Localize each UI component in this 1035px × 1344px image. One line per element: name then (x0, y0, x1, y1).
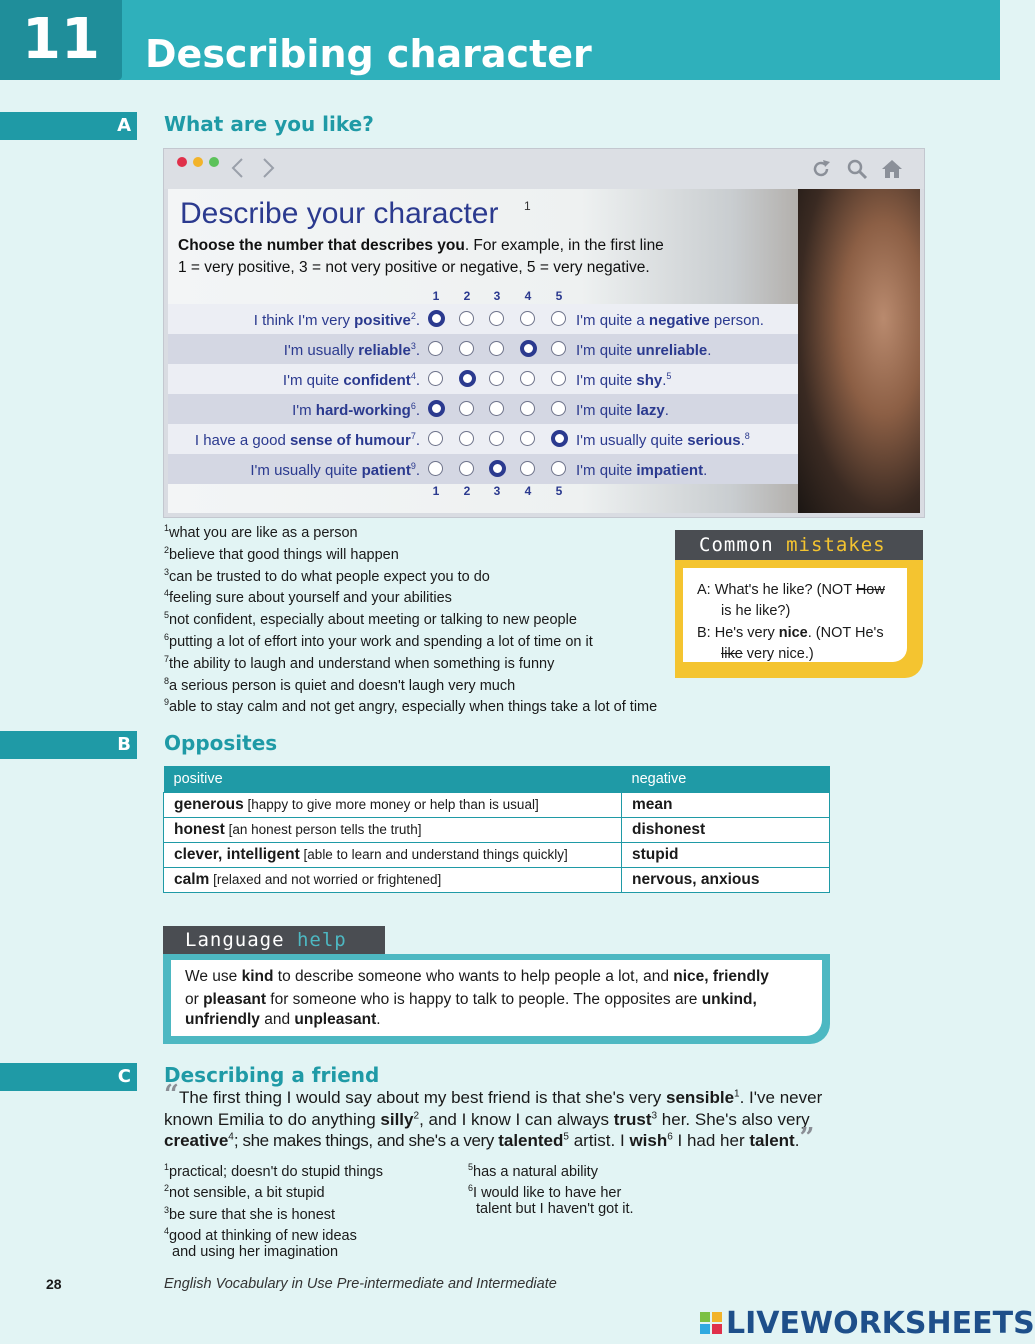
rating-radio[interactable] (459, 401, 474, 416)
left-keyword: positive (354, 312, 411, 329)
friend-footnote-item (164, 1183, 325, 1201)
q3e: wish (629, 1131, 668, 1150)
bottom-column-number: 1 (432, 484, 440, 498)
right-text: I'm usually quite (576, 432, 688, 449)
lh-l3a: unfriendly (185, 1011, 260, 1028)
definition: [relaxed and not worried or frightened] (209, 872, 442, 887)
survey-left-statement: I'm usually quite patient$^9$. (250, 461, 420, 479)
right-keyword: serious (687, 432, 741, 449)
home-icon[interactable] (880, 158, 904, 180)
footnote-item (164, 610, 577, 628)
footnote-text-cont: and using her imagination (172, 1243, 339, 1260)
rating-radio[interactable] (551, 371, 566, 386)
friend-footnote-item (468, 1162, 598, 1180)
liveworksheets-logo-text: LIVEWORKSHEETS (726, 1306, 1035, 1341)
q2b: silly (380, 1110, 414, 1129)
right-keyword: negative (648, 312, 710, 329)
q3g: talent (749, 1131, 795, 1150)
footnote-number: 2 (164, 1183, 170, 1193)
right-text: I'm quite a (576, 312, 649, 329)
rating-radio[interactable] (520, 461, 535, 476)
footnote-text-cont: talent but I haven't got it. (476, 1200, 634, 1217)
rating-radio[interactable] (520, 371, 535, 386)
section-a-tab (0, 112, 137, 140)
friend-footnote-item (468, 1183, 634, 1217)
rating-radio[interactable] (459, 370, 476, 387)
definition: [an honest person tells the truth] (224, 822, 422, 837)
right-footnote-mark: 8 (744, 431, 750, 441)
left-footnote-mark: 9 (410, 461, 416, 471)
right-footnote-mark: 5 (666, 371, 672, 381)
q2sup2: 3 (651, 1110, 658, 1122)
smiling-couple-photo (798, 189, 920, 513)
survey-right-statement (576, 401, 669, 419)
footnote-number: 8 (164, 675, 170, 686)
section-a-letter: A (117, 115, 131, 136)
survey-row (168, 424, 798, 454)
common-mistakes-line-b2 (721, 646, 814, 662)
right-post: . (662, 372, 667, 389)
language-help-line-1 (185, 968, 769, 986)
rating-radio[interactable] (459, 311, 474, 326)
footnote-number: 3 (164, 566, 170, 577)
footnote-text: can be trusted to do what people expect you to do (169, 568, 490, 585)
section-b-letter: B (117, 734, 131, 755)
positive-cell (164, 843, 622, 868)
top-column-number: 5 (555, 289, 563, 303)
footnote-text: good at thinking of new ideas (169, 1227, 357, 1244)
positive-word: generous (174, 796, 244, 813)
left-text: I'm quite (282, 372, 344, 389)
positive-word: honest (174, 821, 225, 838)
footnote-number: 9 (164, 697, 170, 708)
negative-word: dishonest (632, 821, 706, 838)
left-text: I'm usually quite (250, 462, 362, 479)
footnote-text: not sensible, a bit stupid (169, 1184, 325, 1201)
survey-left-statement: I'm usually reliable$^3$. (283, 341, 420, 359)
unit-number: 11 (22, 7, 100, 72)
q3a: creative (164, 1131, 229, 1150)
footnote-item (164, 654, 554, 672)
negative-word: stupid (632, 846, 679, 863)
rating-radio[interactable] (428, 461, 443, 476)
survey-row (168, 394, 798, 424)
right-keyword: shy (636, 372, 663, 389)
browser-window (163, 148, 925, 518)
rating-radio[interactable] (551, 461, 566, 476)
footnote-text: putting a lot of effort into your work and spending a lot of time on it (169, 633, 593, 650)
forward-arrow-icon[interactable] (260, 157, 276, 179)
left-keyword: patient (361, 462, 411, 479)
left-keyword: confident (343, 372, 411, 389)
q1b: sensible (666, 1088, 735, 1107)
footnote-item (164, 523, 358, 541)
rating-radio[interactable] (428, 400, 445, 417)
survey-title-footnote-mark: 1 (524, 199, 531, 213)
language-help-header (163, 926, 385, 954)
book-title: English Vocabulary in Use Pre-intermediate and Intermediate (164, 1276, 557, 1292)
rating-radio[interactable] (489, 431, 504, 446)
lh-l2a: or (185, 991, 204, 1008)
survey-right-statement (576, 431, 750, 449)
section-a-heading: What are you like? (164, 112, 374, 136)
cm-b-bold: nice (778, 625, 808, 641)
positive-cell (164, 868, 622, 893)
close-quote-icon: ” (799, 1123, 815, 1153)
minimize-dot-icon[interactable] (193, 157, 203, 167)
footnote-text: not confident, especially about meeting or talking to new people (169, 612, 577, 629)
negative-word: nervous, anxious (632, 871, 760, 888)
opposites-table (163, 766, 830, 893)
q3sup: 4 (228, 1131, 234, 1143)
left-text: I'm (292, 402, 316, 419)
lh-l1c: to describe someone who wants to help people a lot, and (273, 968, 674, 985)
browser-toolbar (164, 149, 924, 189)
survey-row (168, 334, 798, 364)
footnote-number: 4 (164, 1226, 170, 1236)
section-c-letter: C (117, 1066, 131, 1087)
lh-l1a: We use (185, 968, 242, 985)
q1sup: 1 (734, 1088, 740, 1100)
lh-l1b: kind (241, 968, 274, 985)
footnote-number: 3 (164, 1205, 170, 1215)
footnote-item (164, 697, 657, 715)
footnote-text: practical; doesn't do stupid things (169, 1163, 383, 1180)
q2sup: 2 (413, 1110, 420, 1122)
instruction-bold: Choose the number that describes you (178, 237, 465, 254)
right-keyword: unreliable (636, 342, 708, 359)
cm-a-pre: A: What's he like? (NOT (697, 582, 856, 598)
top-column-number: 1 (432, 289, 440, 303)
quote-line-1 (164, 1080, 823, 1110)
bottom-column-number: 4 (524, 484, 532, 498)
footnote-item (164, 545, 399, 563)
footnote-text: able to stay calm and not get angry, especially when things take a lot of time (169, 699, 658, 716)
footnote-item (164, 588, 452, 606)
definition-text: an honest person tells the truth (232, 822, 418, 837)
quote-line-2 (164, 1110, 810, 1130)
common-mistakes-line-b (697, 625, 884, 641)
language-help-box (163, 954, 830, 1044)
survey-left-statement: I have a good sense of humour$^7$. (194, 431, 420, 449)
survey-panel (168, 189, 920, 513)
survey-right-statement (576, 341, 711, 359)
positive-word: clever, intelligent (174, 846, 300, 863)
opposites-row (164, 793, 830, 818)
right-text: I'm quite (576, 342, 637, 359)
maximize-dot-icon[interactable] (209, 157, 219, 167)
footnote-number: 7 (164, 653, 170, 664)
rating-radio[interactable] (551, 401, 566, 416)
opposites-row (164, 868, 830, 893)
language-help-content (171, 960, 822, 1036)
survey-title: Describe your character (180, 197, 499, 230)
left-footnote-mark: 6 (410, 401, 416, 411)
common-mistakes-title (699, 534, 886, 556)
cm-b-post: very nice.) (742, 646, 814, 662)
common-mistakes-line-a2: is he like?) (721, 603, 791, 619)
bottom-column-number: 2 (463, 484, 471, 498)
liveworksheets-logo-icon (700, 1312, 722, 1334)
opposites-row (164, 843, 830, 868)
q2d: trust (613, 1110, 652, 1129)
refresh-icon[interactable] (810, 158, 832, 180)
rating-radio[interactable] (520, 431, 535, 446)
section-b-heading: Opposites (164, 731, 278, 755)
footnote-number: 6 (468, 1183, 474, 1193)
left-footnote-mark: 4 (410, 371, 416, 381)
cm-b-strike: like (721, 646, 743, 662)
rating-radio[interactable] (489, 460, 506, 477)
q3d: artist. I (568, 1131, 630, 1150)
right-text: I'm quite (576, 372, 637, 389)
language-help-title-a: Language (185, 929, 285, 951)
common-mistakes-line-a (697, 582, 885, 598)
unit-title: Describing character (145, 32, 592, 76)
footnote-text: a serious person is quiet and doesn't laugh very much (169, 677, 516, 694)
cm-b-pre: B: He's very (697, 625, 779, 641)
q2a: known Emilia to do anything (164, 1110, 381, 1129)
top-column-number: 2 (463, 289, 471, 303)
survey-right-statement (576, 371, 671, 389)
q2c: , and I know I can always (419, 1110, 614, 1129)
cm-a-strike: How (855, 582, 885, 598)
rating-radio[interactable] (428, 371, 443, 386)
rating-radio[interactable] (428, 310, 445, 327)
lh-l2d: unkind, (701, 991, 757, 1008)
q3f: I had her (672, 1131, 750, 1150)
back-arrow-icon[interactable] (230, 157, 246, 179)
rating-radio[interactable] (459, 341, 474, 356)
common-mistakes-box (675, 560, 923, 678)
footnote-item (164, 632, 593, 650)
q1a: The first thing I would say about my best friend is that she's very (178, 1088, 666, 1107)
right-post: . (740, 432, 745, 449)
language-help-line-2 (185, 991, 757, 1009)
rating-radio[interactable] (520, 340, 537, 357)
survey-row (168, 304, 798, 334)
q3b: ; she makes things, and she's a very (233, 1131, 499, 1150)
right-post: person. (709, 312, 764, 329)
q1c: . I've never (739, 1088, 823, 1107)
q3c: talented (498, 1131, 564, 1150)
rating-radio[interactable] (520, 401, 535, 416)
rating-radio[interactable] (489, 401, 504, 416)
left-keyword: reliable (358, 342, 411, 359)
q3sup2: 5 (563, 1131, 569, 1143)
survey-left-statement: I'm quite confident$^4$. (282, 371, 420, 389)
q3sup3: 6 (667, 1131, 673, 1143)
lh-l1d: nice, friendly (673, 968, 769, 985)
left-keyword: hard-working (315, 402, 411, 419)
survey-left-statement: I think I'm very positive$^2$. (253, 311, 420, 329)
footnote-text: the ability to laugh and understand when something is funny (169, 655, 555, 672)
definition-text: relaxed and not worried or frightened (216, 872, 438, 887)
left-footnote-mark: 3 (410, 341, 416, 351)
language-help-line-3 (185, 1011, 381, 1029)
friend-footnote-item (164, 1205, 335, 1223)
common-mistakes-title-b: mistakes (786, 534, 886, 556)
right-keyword: lazy (636, 402, 665, 419)
footnote-number: 5 (164, 610, 170, 621)
close-dot-icon[interactable] (177, 157, 187, 167)
right-keyword: impatient (636, 462, 704, 479)
language-help-title (185, 929, 347, 951)
rating-radio[interactable] (551, 430, 568, 447)
lh-l2b: pleasant (203, 991, 266, 1008)
right-post: . (707, 342, 712, 359)
search-icon[interactable] (846, 158, 868, 180)
rating-radio[interactable] (459, 461, 474, 476)
section-c-heading: Describing a friend (164, 1063, 380, 1087)
quote-line-3 (164, 1123, 815, 1153)
lh-l3c: unpleasant (294, 1011, 377, 1028)
left-text: I have a good (194, 432, 290, 449)
footnote-text: feeling sure about yourself and your abilities (169, 590, 452, 607)
footnote-text: be sure that she is honest (169, 1206, 336, 1223)
left-text: I'm usually (283, 342, 359, 359)
q2e: her. She's also very (657, 1110, 810, 1129)
negative-word: mean (632, 796, 673, 813)
left-text: I think I'm very (253, 312, 355, 329)
positive-column-header: positive (164, 766, 622, 793)
cm-b-mid: . (NOT He's (807, 625, 884, 641)
rating-radio[interactable] (551, 341, 566, 356)
footnote-item (164, 567, 490, 585)
lh-l3d: . (376, 1011, 381, 1028)
top-column-number: 3 (493, 289, 501, 303)
footnote-number: 5 (468, 1162, 474, 1172)
negative-cell (622, 818, 830, 843)
footnote-text: what you are like as a person (169, 524, 358, 541)
rating-radio[interactable] (459, 431, 474, 446)
positive-cell (164, 818, 622, 843)
footnote-text: believe that good things will happen (169, 546, 399, 563)
survey-instruction (178, 237, 664, 255)
open-quote-icon: “ (164, 1080, 179, 1110)
survey-right-statement (576, 311, 764, 329)
friend-footnote-item (164, 1162, 383, 1180)
definition: [happy to give more money or help than is usual] (243, 797, 539, 812)
footnote-number: 6 (164, 632, 170, 642)
lh-l2c: for someone who is happy to talk to people. The opposites are (265, 991, 702, 1008)
rating-radio[interactable] (489, 311, 504, 326)
negative-cell (622, 793, 830, 818)
definition-text: able to learn and understand things quickly (307, 847, 564, 862)
footnote-number: 1 (164, 1162, 170, 1172)
left-footnote-mark: 2 (410, 311, 416, 321)
right-post: . (664, 402, 669, 419)
negative-cell (622, 868, 830, 893)
survey-row (168, 454, 798, 484)
survey-right-statement (576, 461, 707, 479)
friend-footnote-item (164, 1226, 357, 1260)
footnote-item (164, 676, 515, 694)
left-footnote-mark: 7 (410, 431, 416, 441)
q3h: . (794, 1131, 800, 1150)
footnote-number: 2 (164, 544, 170, 555)
negative-column-header: negative (622, 766, 830, 793)
definition-text: happy to give more money or help than is usual (251, 797, 535, 812)
footnote-text: has a natural ability (473, 1163, 598, 1180)
top-column-number: 4 (524, 289, 532, 303)
section-b-tab (0, 731, 137, 759)
positive-cell (164, 793, 622, 818)
right-text: I'm quite (576, 402, 637, 419)
survey-instruction-line2: 1 = very positive, 3 = not very positive or negative, 5 = very negative. (178, 259, 650, 276)
rating-radio[interactable] (428, 341, 443, 356)
rating-radio[interactable] (520, 311, 535, 326)
rating-radio[interactable] (551, 311, 566, 326)
lh-l3b: and (259, 1011, 295, 1028)
definition: [able to learn and understand things quickly] (299, 847, 568, 862)
positive-word: calm (174, 871, 210, 888)
rating-radio[interactable] (428, 431, 443, 446)
negative-cell (622, 843, 830, 868)
common-mistakes-header (675, 530, 923, 560)
survey-left-statement: I'm hard-working$^6$. (292, 401, 420, 419)
page-number: 28 (46, 1276, 62, 1292)
common-mistakes-title-a: Common (699, 534, 774, 556)
left-keyword: sense of humour (289, 432, 411, 449)
common-mistakes-content (683, 568, 907, 662)
bottom-column-number: 3 (493, 484, 501, 498)
instruction-rest: . For example, in the first line (464, 237, 664, 254)
footnote-number: 1 (164, 523, 170, 533)
survey-row (168, 364, 798, 394)
rating-radio[interactable] (489, 341, 504, 356)
footnote-text: I would like to have her (473, 1184, 622, 1201)
section-c-tab (0, 1063, 137, 1091)
rating-radio[interactable] (489, 371, 504, 386)
right-text: I'm quite (576, 462, 637, 479)
bottom-column-number: 5 (555, 484, 563, 498)
right-post: . (703, 462, 708, 479)
opposites-row (164, 818, 830, 843)
footnote-number: 4 (164, 588, 170, 599)
language-help-title-b: help (296, 929, 347, 951)
